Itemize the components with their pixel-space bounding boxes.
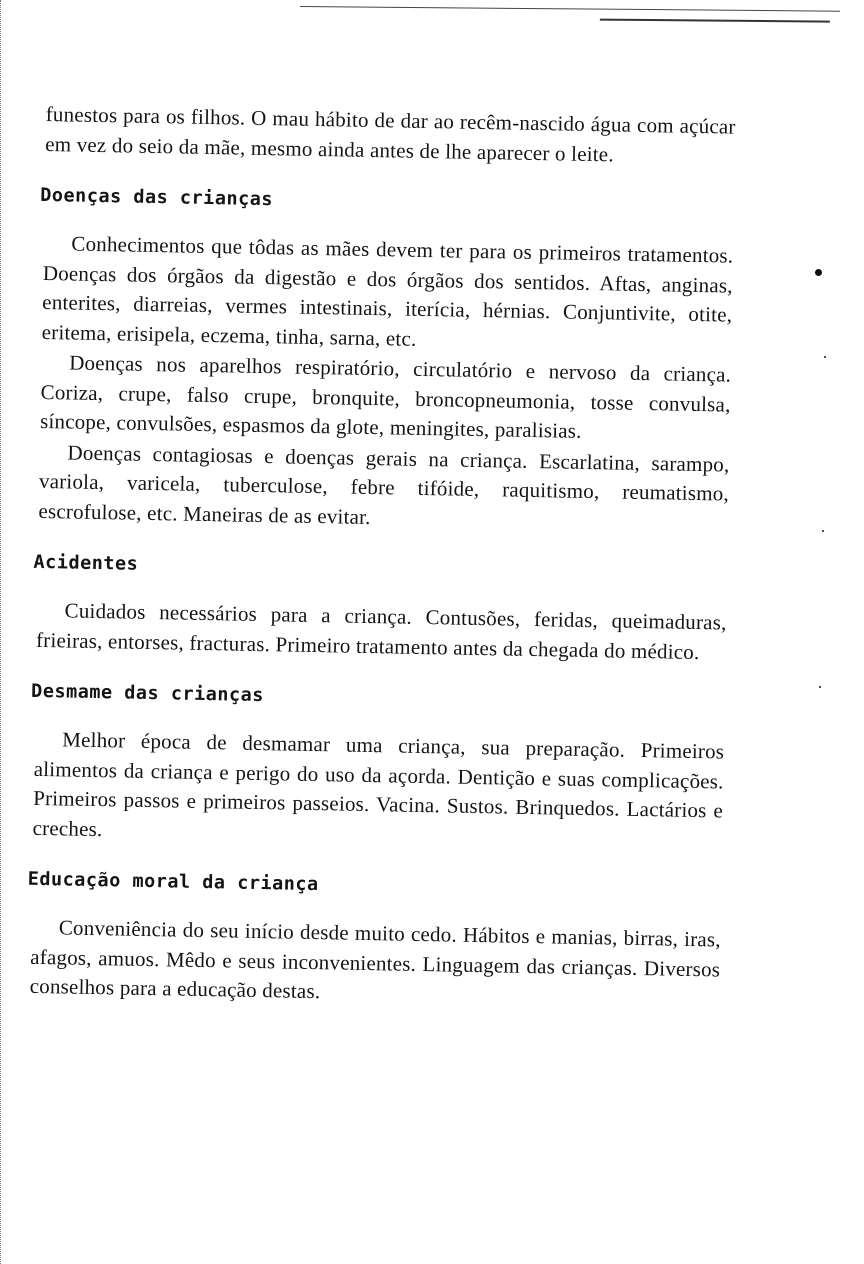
section-acidentes [33,550,728,668]
page-left-edge [0,0,4,1264]
paragraph: Melhor época de desmamar uma criança, sua preparação. Primeiros alimentos da criança e perigo do uso da açorda. Dentição e suas complicações. Primeiros passos e primeiros passeios. Vacina. Sustos. Brinquedos. Lactários e creches. [32,727,725,841]
paragraph: Conveniência do seu início desde muito cedo. Hábitos e manias, birras, iras, afagos, amuos. Mêdo e seus inconvenientes. Linguagem das crianças. Diversos conselhos para a educação destas. [29,915,721,1004]
ink-speck [815,269,822,276]
paragraph: Cuidados necessários para a criança. Contusões, feridas, queimaduras, frieiras, entorses, fracturas. Primeiro tratamento antes da chegada do médico. [35,598,727,664]
section-educacao-moral [29,867,721,1014]
paragraph: Doenças nos aparelhos respiratório, circulatório e nervoso da criança. Coriza, crupe, falso crupe, bronquite, broncopneumonia, tosse convulsa, síncope, convulsões, espasmos da glote, meningites, paralisias. [39,350,732,443]
top-rule-line [300,6,840,12]
section-intro [45,100,736,172]
document-body [29,100,735,1014]
paragraph: funestos para os filhos. O mau hábito de dar ao recêm-nascido água com açúcar em vez do seio da mãe, mesmo ainda antes de lhe aparecer o leite. [44,101,736,166]
paragraph: Doenças contagiosas e doenças gerais na criança. Escarlatina, sarampo, variola, varicela, tuberculose, febre tifóide, raquitismo, reumatismo, escrofulose, etc. Maneiras de as evitar. [38,439,730,529]
section-heading: Doenças das crianças [40,184,274,211]
ink-speck [824,356,826,358]
section-doencas-das-criancas [38,183,734,539]
top-rule-line-thick [600,19,830,23]
paragraph: Conhecimentos que tôdas as mães devem ter para os primeiros tratamentos. Doenças dos órgãos da digestão e dos órgãos dos sentidos. Aftas, anginas, enterites, diarreias, vermes intestinais, iterícia, hérnias. Conjuntivite, otite, eritema, erisipela, eczema, tinha, sarna, etc. [41,231,734,351]
ink-speck [819,686,821,688]
section-heading: Acidentes [33,551,139,575]
section-desmame-das-criancas [32,679,725,856]
top-rule [300,6,840,25]
ink-speck [822,530,824,532]
section-heading: Desmame das crianças [30,680,265,707]
section-heading: Educação moral da criança [27,868,319,896]
